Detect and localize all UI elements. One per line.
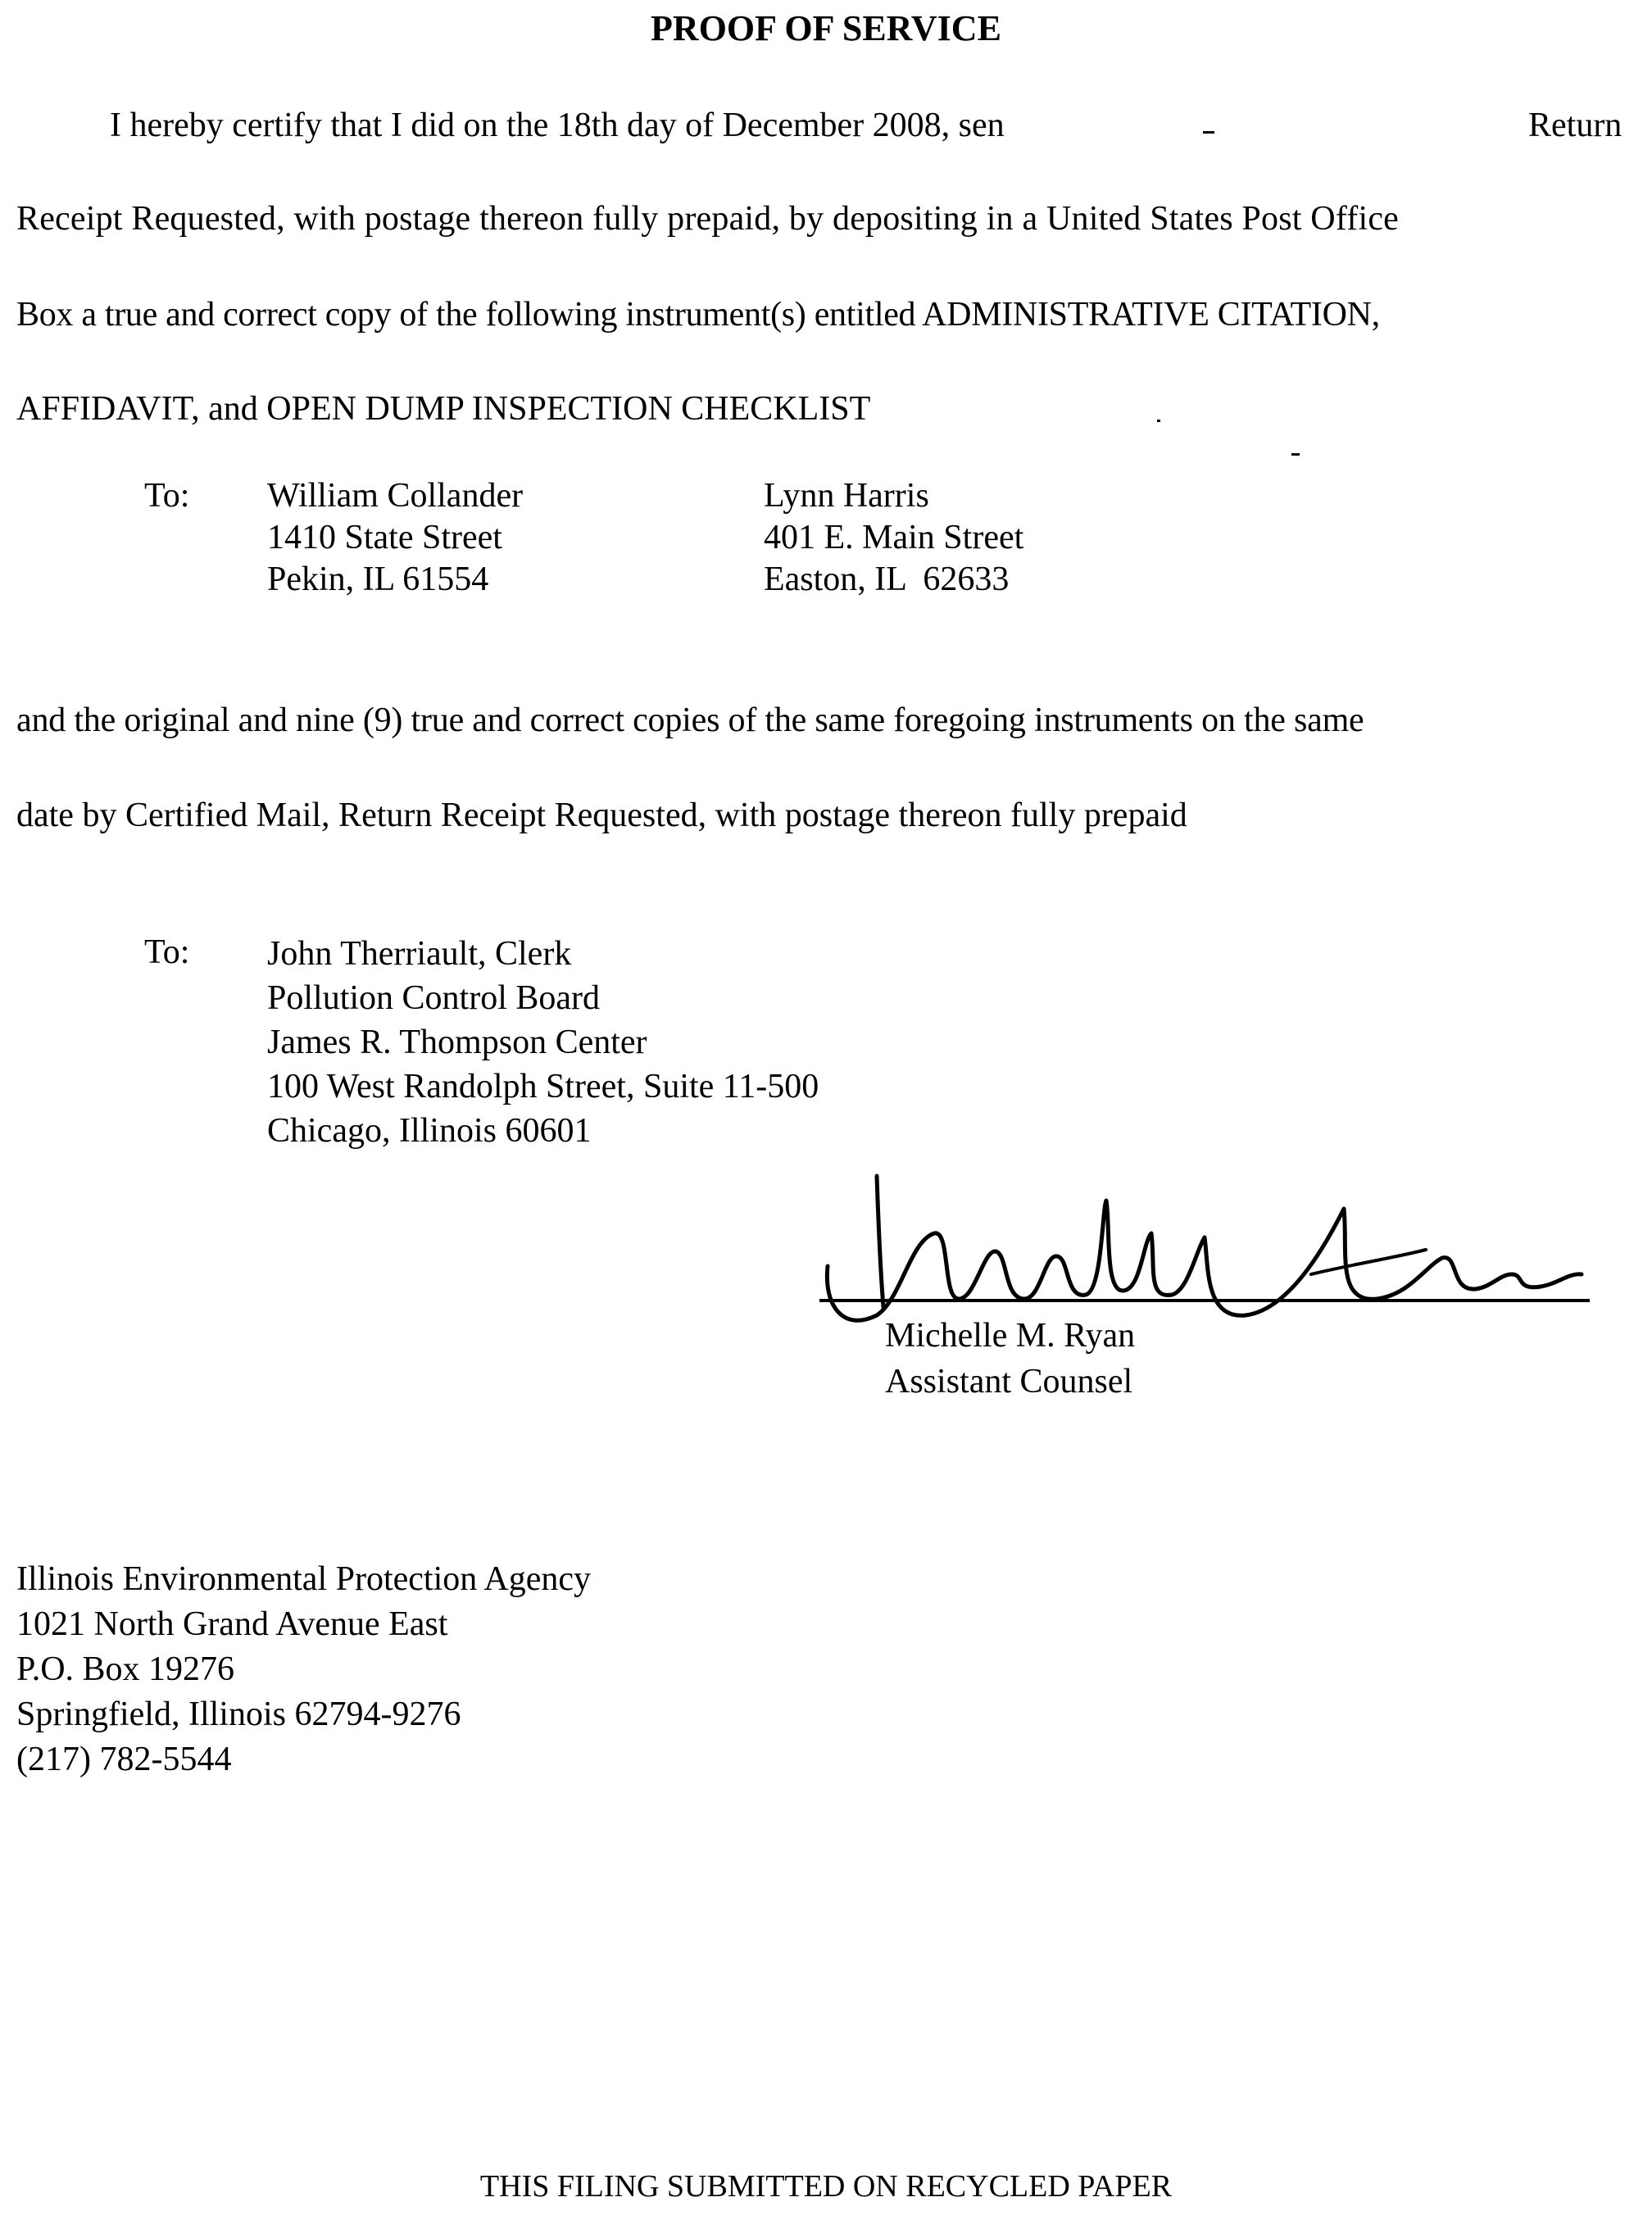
certify-line-3: Box a true and correct copy of the following instrument(s) entitled ADMINISTRATIVE CITATION, [16, 296, 1380, 334]
document-title: PROOF OF SERVICE [651, 8, 1001, 48]
agency-line-1: Illinois Environmental Protection Agency [16, 1560, 592, 1598]
certify-line-2-text: Receipt Requested, with postage thereon fully prepaid, by depositing in a United States Post Office [16, 200, 1400, 238]
clerk-line-3: James R. Thompson Center [267, 1024, 647, 1061]
certify-line-2 [16, 198, 1636, 239]
signature-stroke [827, 1176, 1582, 1320]
copies-line-2: date by Certified Mail, Return Receipt Requested, with postage thereon fully prepaid [16, 797, 1187, 834]
stray-mark-2 [1291, 453, 1300, 456]
recipient-william-collander [267, 475, 523, 601]
strike-mark [1203, 131, 1214, 134]
signatory-name: Michelle M. Ryan [885, 1317, 1136, 1355]
clerk-line-2: Pollution Control Board [267, 979, 601, 1017]
agency-address [16, 1557, 591, 1782]
recipient-1-line-2: 1410 State Street [267, 519, 502, 556]
agency-line-3: P.O. Box 19276 [16, 1650, 235, 1688]
to-label-1: To: [144, 477, 190, 515]
recipient-1-line-1: William Collander [267, 477, 524, 515]
certify-line-1-left: I hereby certify that I did on the 18th day of December 2008, sen [110, 107, 1005, 144]
signatory-block [885, 1313, 1135, 1405]
recycled-paper-footer: THIS FILING SUBMITTED ON RECYCLED PAPER [479, 2169, 1173, 2204]
agency-line-5: (217) 782-5544 [16, 1741, 232, 1778]
recipient-2-line-2: 401 E. Main Street [764, 519, 1024, 556]
recipient-clerk-address [267, 932, 819, 1153]
recipient-1-line-3: Pekin, IL 61554 [267, 561, 489, 598]
clerk-line-1: John Therriault, Clerk [267, 935, 572, 973]
recipient-lynn-harris [764, 475, 1023, 601]
copies-line-1: and the original and nine (9) true and correct copies of the same foregoing instruments on the same [16, 701, 1364, 739]
recipient-2-line-3: Easton, IL 62633 [764, 561, 1010, 598]
to-label-2: To: [144, 933, 190, 971]
stray-mark-1 [1157, 420, 1160, 422]
certify-line-1-right: Return [1528, 107, 1622, 144]
certify-line-4: AFFIDAVIT, and OPEN DUMP INSPECTION CHECKLIST [16, 390, 871, 428]
clerk-line-5: Chicago, Illinois 60601 [267, 1112, 592, 1150]
signatory-title: Assistant Counsel [885, 1363, 1133, 1401]
signature-cross-stroke [1311, 1250, 1426, 1274]
clerk-line-4: 100 West Randolph Street, Suite 11-500 [267, 1068, 819, 1105]
recipient-2-line-1: Lynn Harris [764, 477, 929, 515]
agency-line-2: 1021 North Grand Avenue East [16, 1605, 448, 1643]
agency-line-4: Springfield, Illinois 62794-9276 [16, 1696, 461, 1733]
